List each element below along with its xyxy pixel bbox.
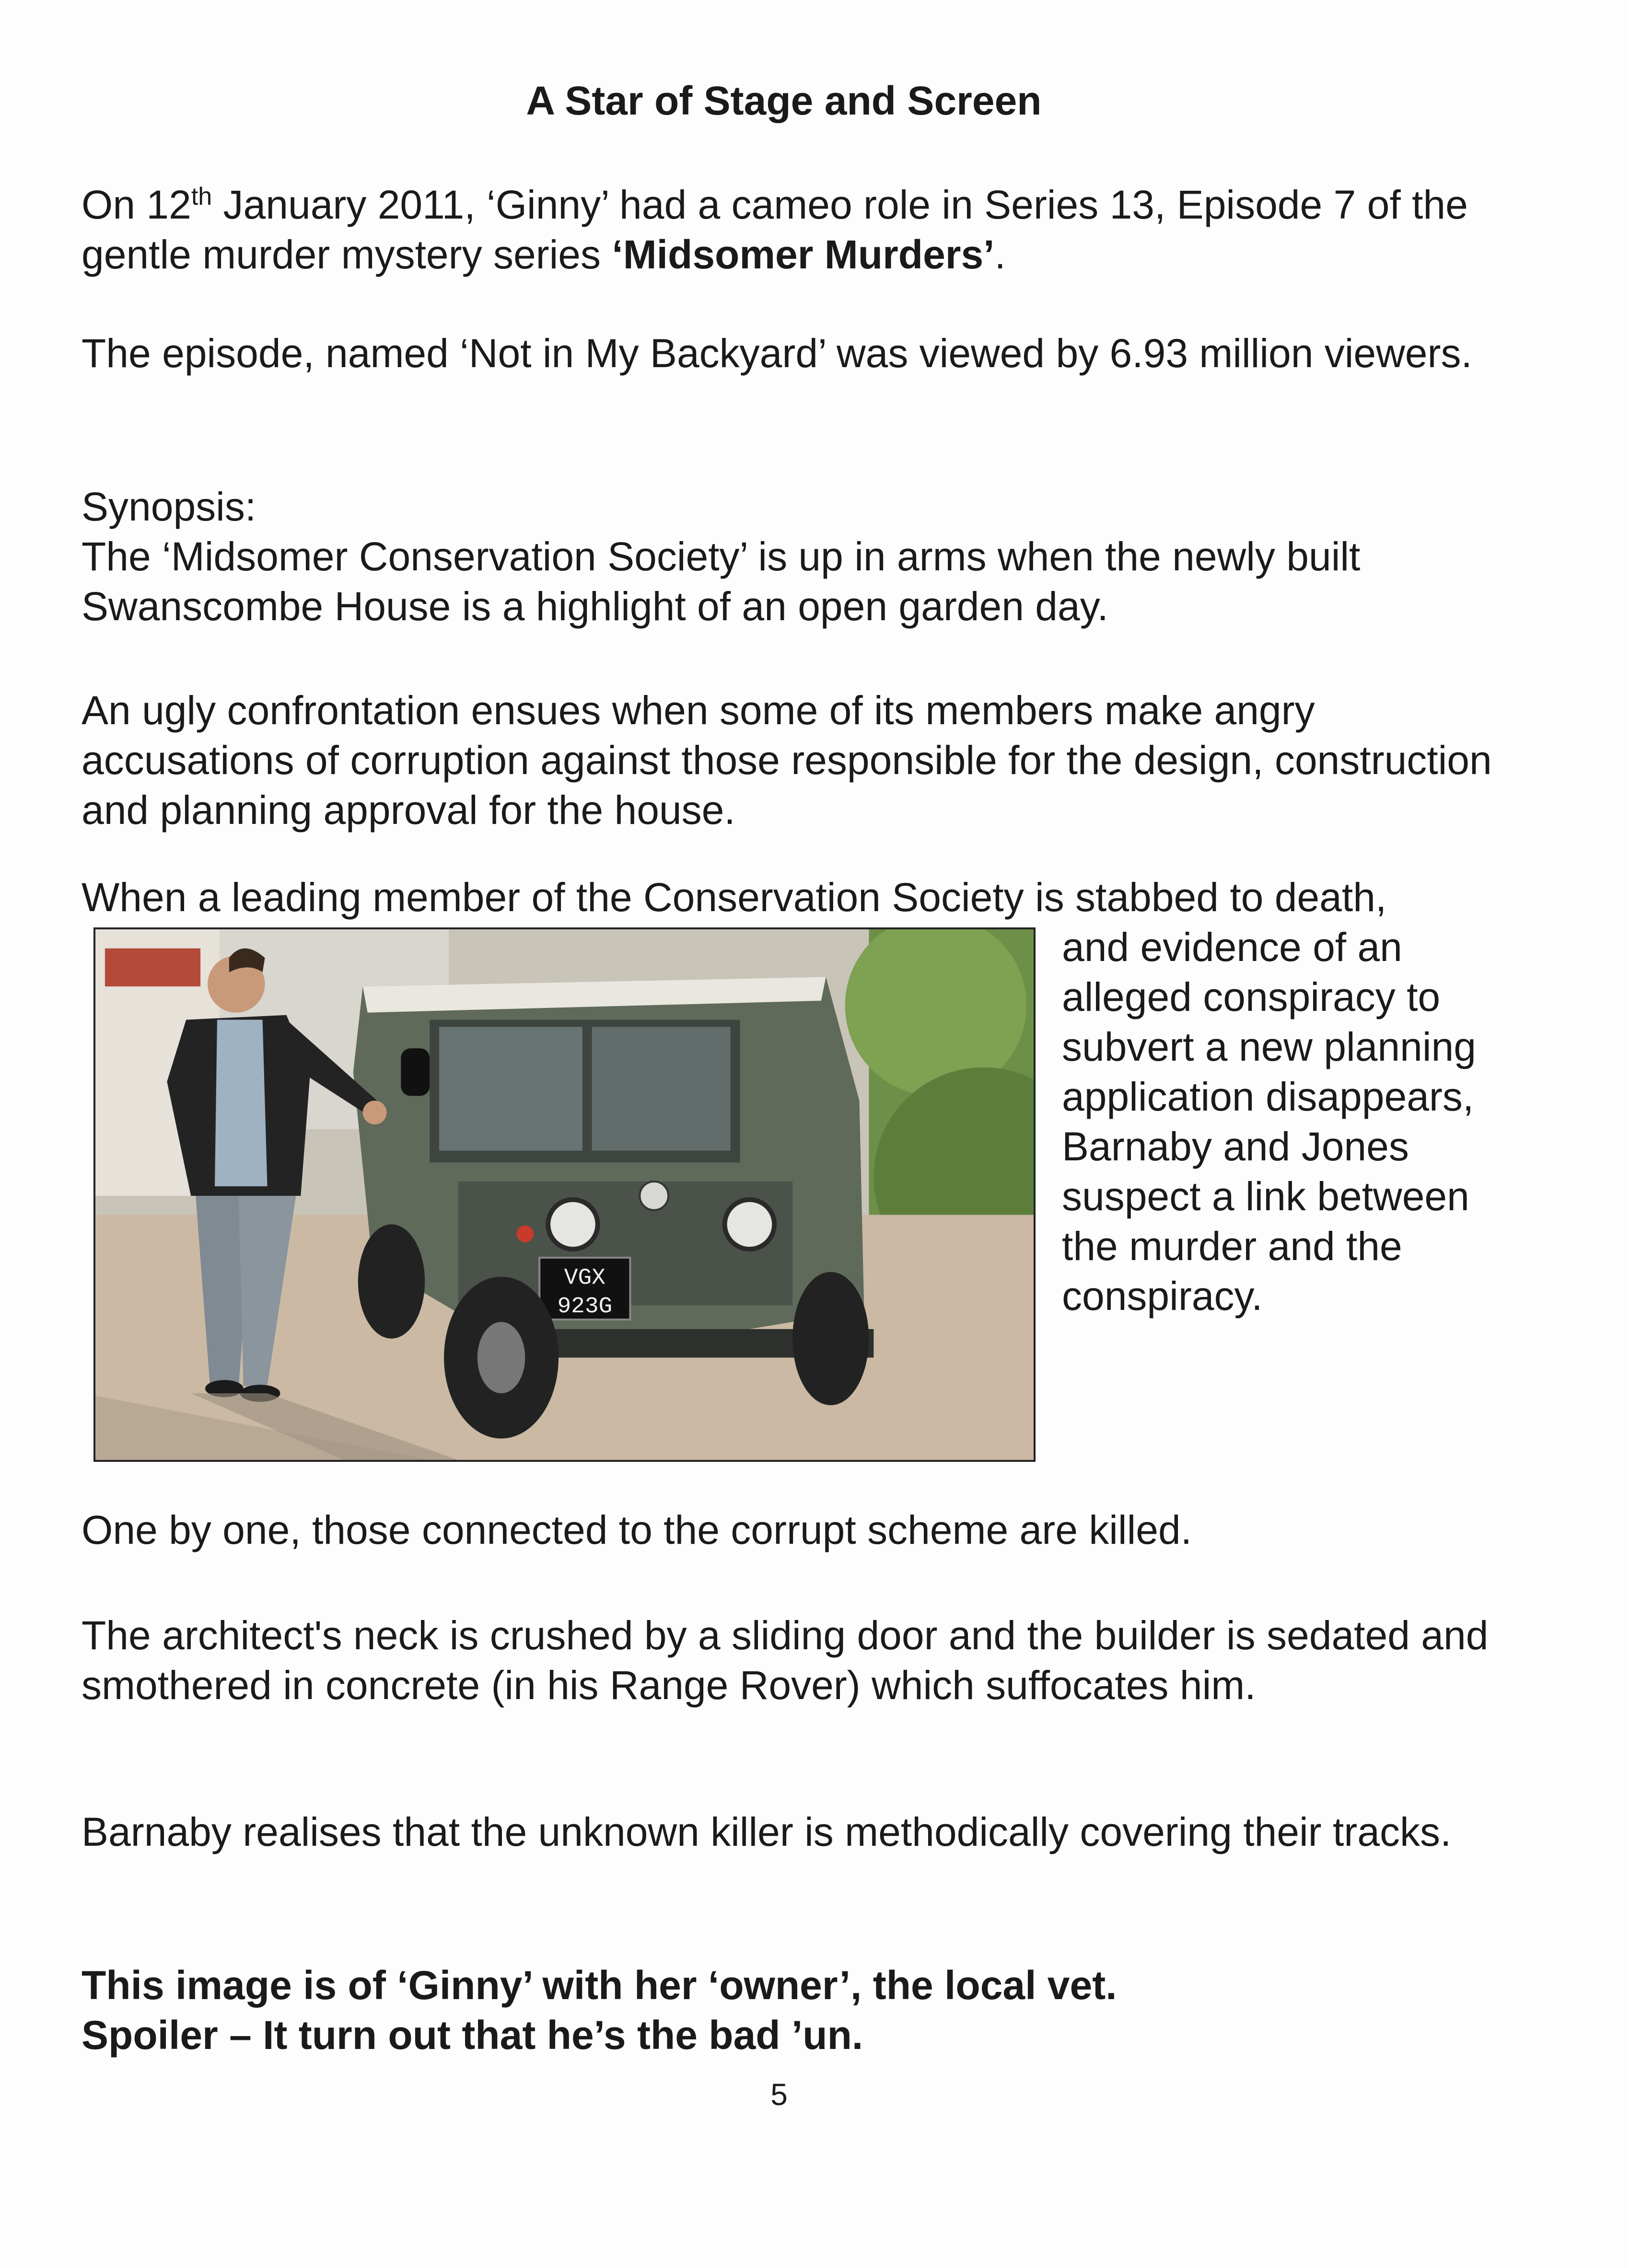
- front-left-hub: [477, 1322, 525, 1393]
- series-name: ‘Midsomer Murders’: [612, 232, 995, 277]
- synopsis-text: The ‘Midsomer Conservation Society’ is up in arms when the newly built Swanscombe House is a highlight of an open garden day.: [82, 534, 1361, 629]
- paragraph-confrontation: An ugly confrontation ensues when some of its members make angry accusations of corruption against those responsible for the design, construction and planning approval for the house.: [82, 688, 1492, 833]
- rear-left-wheel: [358, 1225, 425, 1339]
- headlight-right: [725, 1200, 775, 1249]
- synopsis-label: Synopsis:: [82, 484, 256, 529]
- caption-line-2: Spoiler – It turn out that he’s the bad ’un.: [82, 2013, 863, 2058]
- paragraph-intro: [82, 180, 1520, 279]
- paragraph-architect: The architect's neck is crushed by a sliding door and the builder is sedated and smothered in concrete (in his Range Rover) which suffocates him.: [82, 1613, 1489, 1708]
- land-rover-photo: [93, 927, 1036, 1462]
- building-sign: [105, 949, 200, 986]
- vehicle-badge: [640, 1181, 668, 1210]
- person-hand: [363, 1100, 387, 1124]
- wing-mirror: [401, 1048, 430, 1096]
- intro-suffix: .: [994, 232, 1006, 277]
- windscreen-left-pane: [439, 1027, 582, 1151]
- page-number: 5: [770, 2077, 788, 2112]
- paragraph-killings: One by one, those connected to the corrupt scheme are killed.: [82, 1507, 1192, 1552]
- plate-line-2: 923G: [557, 1294, 613, 1320]
- caption-line-1: This image is of ‘Ginny’ with her ‘owner’, the local vet.: [82, 1963, 1117, 2008]
- windscreen-right-pane: [592, 1027, 731, 1151]
- paragraph-barnaby: Barnaby realises that the unknown killer is methodically covering their tracks.: [82, 1809, 1452, 1854]
- paragraph-episode: The episode, named ‘Not in My Backyard’ was viewed by 6.93 million viewers.: [82, 331, 1472, 376]
- photo-illustration: [95, 929, 1034, 1460]
- intro-middle: January 2011, ‘Ginny’ had a cameo role in Series 13, Episode 7 of the gentle murder mystery series: [82, 182, 1468, 277]
- page-title: A Star of Stage and Screen: [526, 78, 1042, 123]
- paragraph-stabbing-first-line: When a leading member of the Conservation Society is stabbed to death,: [82, 875, 1387, 920]
- plate-line-1: VGX: [564, 1265, 605, 1291]
- headlight-left: [548, 1200, 598, 1249]
- paragraph-synopsis: [82, 482, 1520, 631]
- front-right-wheel: [792, 1272, 869, 1405]
- person-shirt: [215, 1020, 268, 1186]
- paragraph-caption: [82, 1960, 1520, 2060]
- intro-prefix: On 12: [82, 182, 191, 227]
- paragraph-stabbing-continued: and evidence of an alleged conspiracy to subvert a new planning application disappears, Barnaby and Jones suspect a link between the murder and the conspiracy.: [1062, 925, 1476, 1319]
- indicator-left: [516, 1226, 534, 1243]
- intro-superscript: th: [191, 183, 212, 210]
